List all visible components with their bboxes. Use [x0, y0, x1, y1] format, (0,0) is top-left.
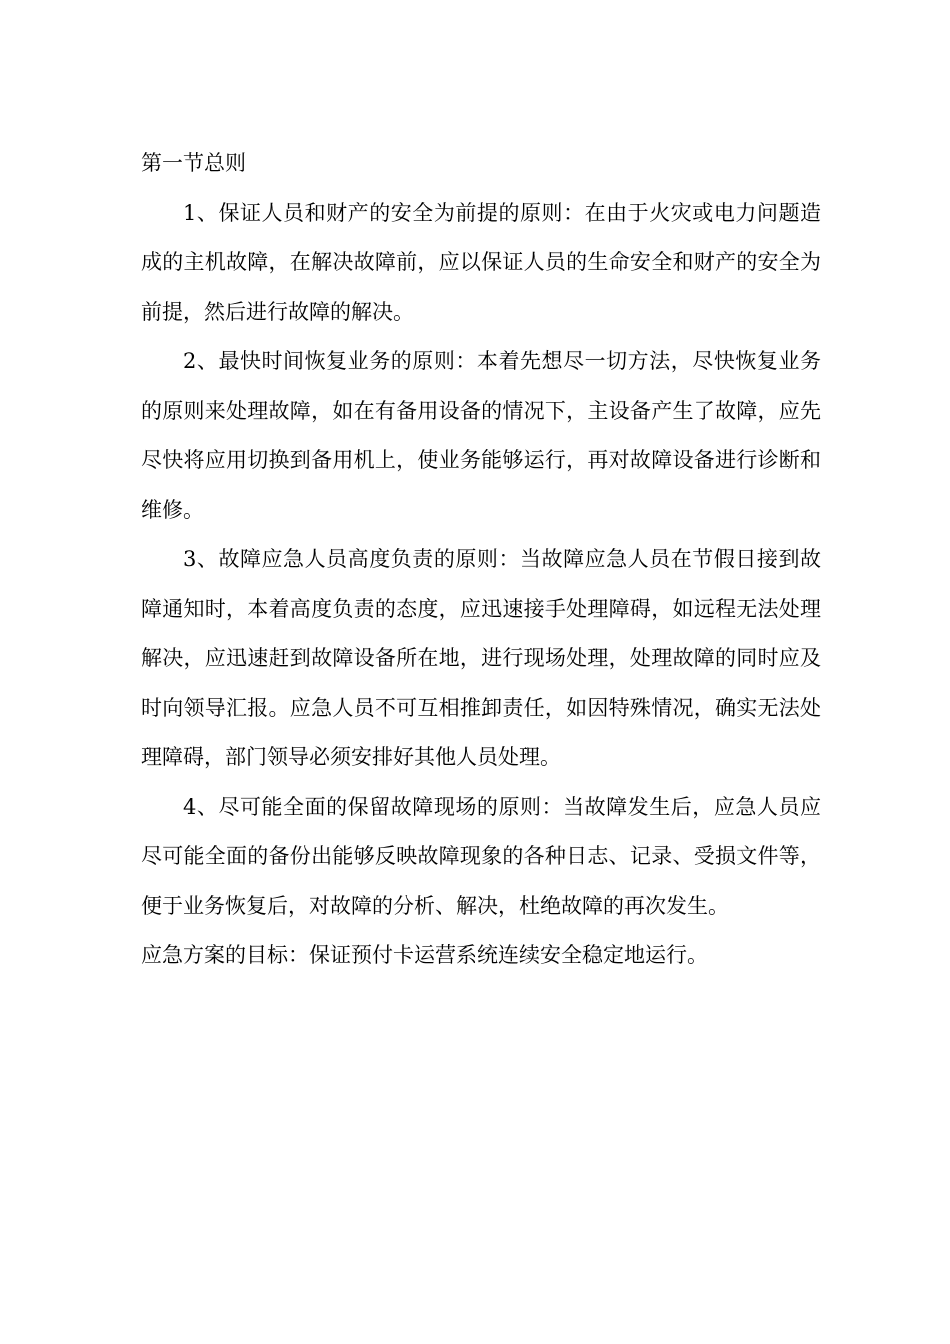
closing-line: 应急方案的目标：保证预付卡运营系统连续安全稳定地运行。 [141, 943, 708, 967]
section-title: 第一节总则 [141, 151, 246, 175]
paragraph-principle-1: 1、保证人员和财产的安全为前提的原则：在由于火灾或电力问题造成的主机故障，在解决故障前，应以保证人员的生命安全和财产的安全为前提，然后进行故障的解决。 [141, 200, 821, 324]
document-body [141, 139, 821, 981]
paragraph-principle-3: 3、故障应急人员高度负责的原则：当故障应急人员在节假日接到故障通知时，本着高度负责的态度，应迅速接手处理障碍，如远程无法处理解决，应迅速赶到故障设备所在地，进行现场处理，处理故障的同时应及时向领导汇报。应急人员不可互相推卸责任，如因特殊情况，确实无法处理障碍，部门领导必须安排好其他人员处理。 [141, 547, 821, 769]
paragraph-principle-4: 4、尽可能全面的保留故障现场的原则：当故障发生后，应急人员应尽可能全面的备份出能够反映故障现象的各种日志、记录、受损文件等，便于业务恢复后，对故障的分析、解决，杜绝故障的再次发生。 [141, 794, 821, 918]
paragraph-principle-2: 2、最快时间恢复业务的原则：本着先想尽一切方法，尽快恢复业务的原则来处理故障，如在有备用设备的情况下，主设备产生了故障，应先尽快将应用切换到备用机上，使业务能够运行，再对故障设备进行诊断和维修。 [141, 349, 821, 522]
